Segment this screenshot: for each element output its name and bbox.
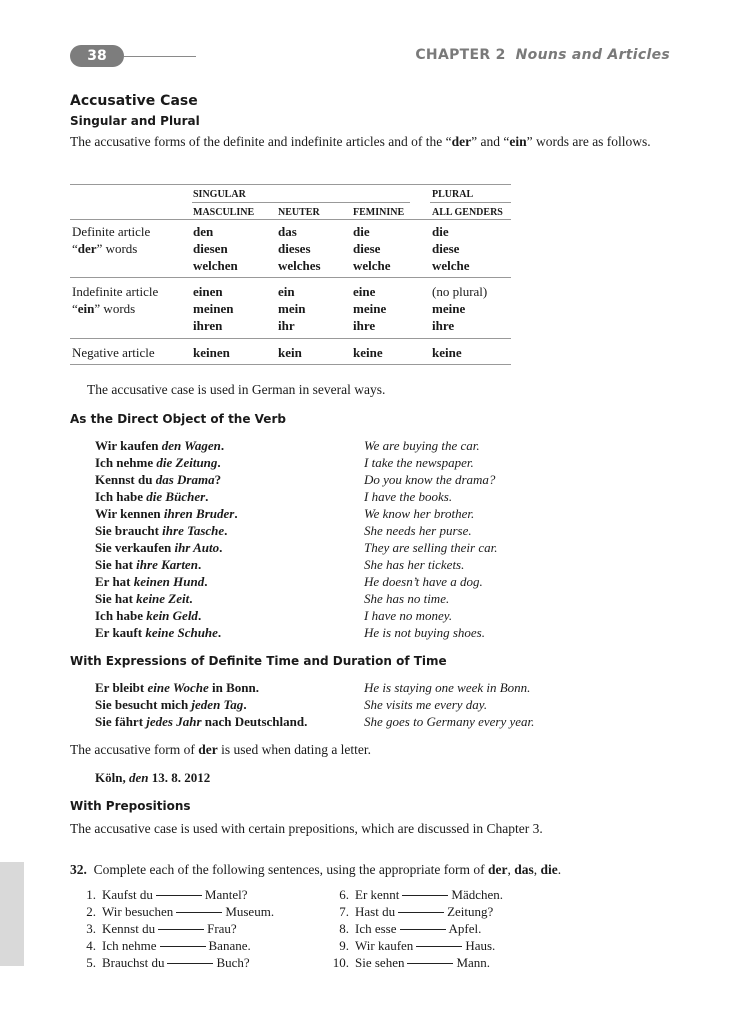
exercise-item: 1. Kaufst du Mantel? (86, 887, 248, 902)
direct_object-german-sentence: Er kauft keine Schuhe. (95, 625, 222, 640)
plural-underline (430, 202, 511, 203)
exercise-item: 10. Sie sehen Mann. (332, 955, 491, 970)
time-english-translation: She goes to Germany every year. (364, 714, 535, 729)
table-cell: das dieses welches (278, 224, 321, 273)
table-cell: den diesen welchen (193, 224, 238, 273)
direct_object-german-sentence: Ich habe kein Geld. (95, 608, 202, 623)
direct_object-english-translation: He doesn’t have a dog. (364, 574, 483, 589)
table-cell: einen meinen ihren (193, 284, 234, 333)
table-cell: kein (278, 345, 302, 360)
table-cell: keine (353, 345, 383, 360)
header-rule (124, 56, 196, 57)
section-subtitle: Singular and Plural (70, 114, 200, 128)
col-neuter: NEUTER (278, 207, 320, 218)
table-cell: keinen (193, 345, 230, 360)
answer-blank[interactable] (398, 912, 444, 913)
prepositions-heading: With Prepositions (70, 799, 191, 813)
exercise-instruction: 32. Complete each of the following sentences, using the appropriate form of der, das, die. (70, 862, 562, 877)
direct_object-english-translation: Do you know the drama? (364, 472, 496, 487)
dating-paragraph: The accusative form of der is used when dating a letter. (70, 742, 372, 757)
answer-blank[interactable] (400, 929, 446, 930)
header-bottom-rule (70, 219, 511, 220)
col-masculine: MASCULINE (193, 207, 255, 218)
row-label-negative: Negative article (72, 345, 155, 360)
chapter-label: CHAPTER 2 (415, 47, 506, 63)
row-rule (70, 338, 511, 339)
exercise-item: 2. Wir besuchen Museum. (86, 904, 275, 919)
time-german-sentence: Sie fährt jedes Jahr nach Deutschland. (95, 714, 308, 729)
direct_object-english-translation: They are selling their car. (364, 540, 498, 555)
chapter-header (415, 47, 670, 63)
exercise-item: 5. Brauchst du Buch? (86, 955, 250, 970)
direct_object-german-sentence: Sie hat ihre Karten. (95, 557, 202, 572)
direct_object-german-sentence: Sie hat keine Zeit. (95, 591, 193, 606)
exercise-item: 6. Er kennt Mädchen. (339, 887, 504, 902)
table-bottom-rule (70, 364, 511, 365)
direct_object-german-sentence: Wir kennen ihren Bruder. (95, 506, 238, 521)
exercise-item: 8. Ich esse Apfel. (339, 921, 482, 936)
direct_object-english-translation: She has her tickets. (364, 557, 465, 572)
table-cell: die diese welche (353, 224, 391, 273)
page-number: 38 (87, 48, 107, 64)
time-heading: With Expressions of Definite Time and Duration of Time (70, 654, 447, 668)
table-cell: eine meine ihre (353, 284, 387, 333)
answer-blank[interactable] (156, 895, 202, 896)
group-header-plural: PLURAL (432, 189, 474, 200)
time-german-sentence: Sie besucht mich jeden Tag. (95, 697, 247, 712)
intro-paragraph: The accusative forms of the definite and indefinite articles and of the “der” and “ein” words are as follows. (70, 134, 651, 149)
section-title: Accusative Case (70, 93, 198, 109)
answer-blank[interactable] (160, 946, 206, 947)
table-cell: ein mein ihr (278, 284, 306, 333)
exercise-item: 4. Ich nehme Banane. (86, 938, 251, 953)
answer-blank[interactable] (158, 929, 204, 930)
table-cell: die diese welche (432, 224, 470, 273)
direct_object-english-translation: We are buying the car. (364, 438, 480, 453)
col-all-genders: ALL GENDERS (432, 207, 503, 218)
direct_object-english-translation: We know her brother. (364, 506, 475, 521)
table-top-rule (70, 184, 511, 185)
group-header-singular: SINGULAR (193, 189, 246, 200)
table-cell: keine (432, 345, 462, 360)
direct_object-german-sentence: Ich habe die Bücher. (95, 489, 209, 504)
time-english-translation: He is staying one week in Bonn. (364, 680, 531, 695)
page-number-badge (70, 45, 124, 67)
direct_object-english-translation: He is not buying shoes. (364, 625, 485, 640)
col-feminine: FEMININE (353, 207, 405, 218)
row-label-definite: Definite article “der” words (72, 224, 151, 256)
exercise-item: 7. Hast du Zeitung? (339, 904, 494, 919)
direct_object-german-sentence: Er hat keinen Hund. (95, 574, 208, 589)
direct_object-english-translation: I have the books. (364, 489, 453, 504)
exercise-item: 9. Wir kaufen Haus. (339, 938, 496, 953)
direct_object-english-translation: I take the newspaper. (364, 455, 474, 470)
margin-tab (0, 862, 24, 966)
usage-note: The accusative case is used in German in several ways. (87, 382, 386, 397)
direct_object-german-sentence: Sie braucht ihre Tasche. (95, 523, 228, 538)
direct_object-german-sentence: Ich nehme die Zeitung. (95, 455, 221, 470)
row-label-indefinite: Indefinite article “ein” words (72, 284, 159, 316)
chapter-title: Nouns and Articles (515, 47, 670, 63)
dating-example: Köln, den 13. 8. 2012 (95, 770, 211, 785)
direct_object-english-translation: I have no money. (364, 608, 453, 623)
time-english-translation: She visits me every day. (364, 697, 488, 712)
direct_object-english-translation: She has no time. (364, 591, 450, 606)
table-cell: (no plural) meine ihre (432, 284, 488, 333)
direct_object-german-sentence: Kennst du das Drama? (95, 472, 222, 487)
answer-blank[interactable] (407, 963, 453, 964)
direct-object-heading: As the Direct Object of the Verb (70, 412, 286, 426)
direct_object-german-sentence: Sie verkaufen ihr Auto. (95, 540, 223, 555)
singular-underline (192, 202, 410, 203)
answer-blank[interactable] (402, 895, 448, 896)
row-rule (70, 277, 511, 278)
time-german-sentence: Er bleibt eine Woche in Bonn. (95, 680, 259, 695)
direct_object-english-translation: She needs her purse. (364, 523, 472, 538)
answer-blank[interactable] (176, 912, 222, 913)
prepositions-paragraph: The accusative case is used with certain prepositions, which are discussed in Chapter 3. (70, 821, 543, 836)
answer-blank[interactable] (167, 963, 213, 964)
direct_object-german-sentence: Wir kaufen den Wagen. (95, 438, 225, 453)
answer-blank[interactable] (416, 946, 462, 947)
exercise-item: 3. Kennst du Frau? (86, 921, 237, 936)
